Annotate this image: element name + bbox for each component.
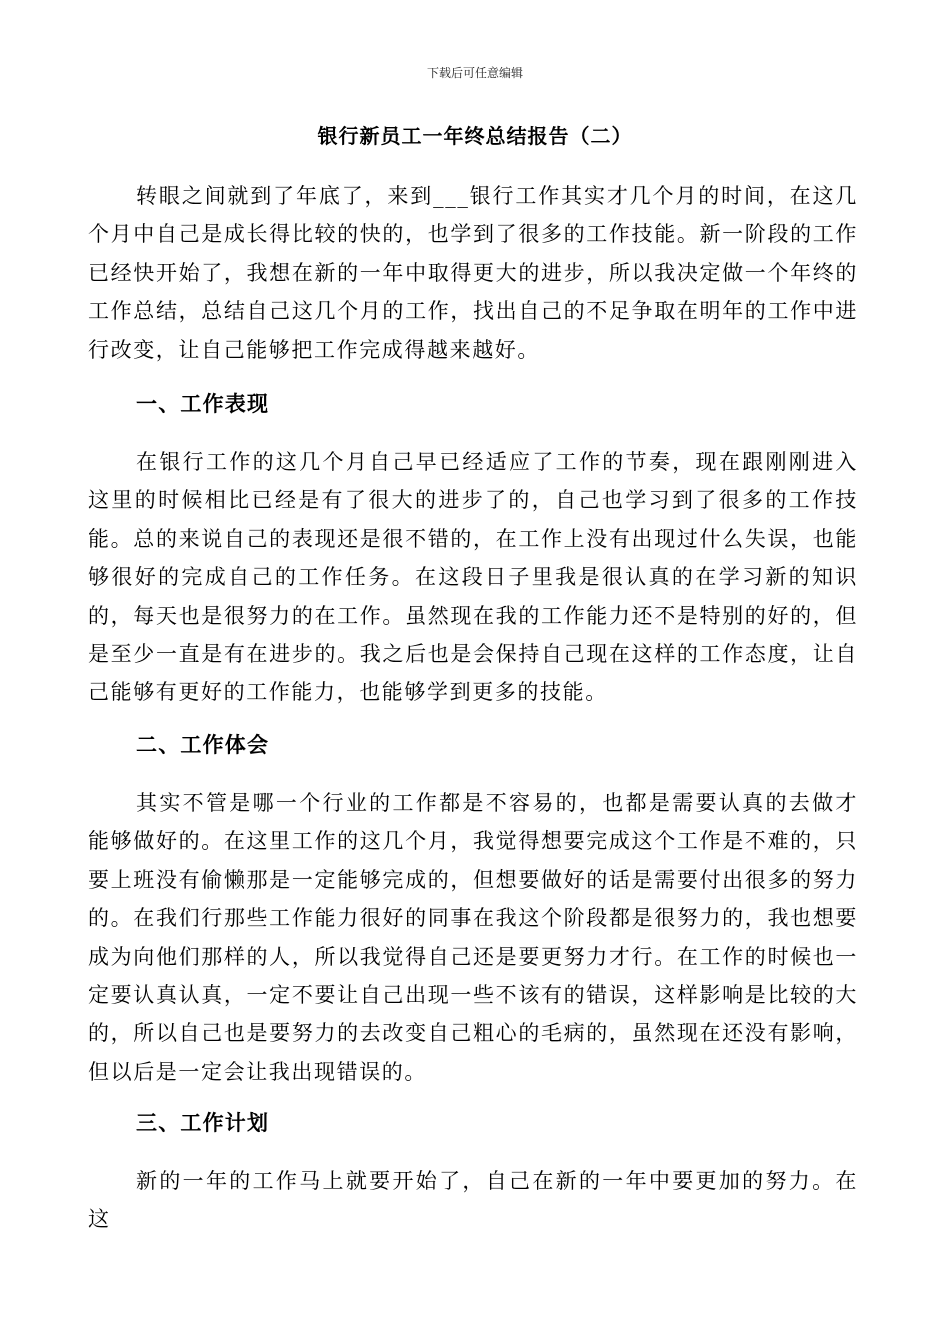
section-heading-plan: 三、工作计划 [136,1110,270,1135]
intro-paragraph: 转眼之间就到了年底了，来到___银行工作其实才几个月的时间，在这几个月中自己是成长得比较的快的，也学到了很多的工作技能。新一阶段的工作已经快开始了，我想在新的一年中取得更大的进步，所以我决定做一个年终的工作总结，总结自己这几个月的工作，找出自己的不足争取在明年的工作中进行改变，让自己能够把工作完成得越来越好。 [88,184,858,362]
section-body-plan: 新的一年的工作马上就要开始了，自己在新的一年中要更加的努力。在这 [88,1169,858,1232]
document-title: 银行新员工一年终总结报告（二） [317,124,633,148]
section-body-experience: 其实不管是哪一个行业的工作都是不容易的，也都是需要认真的去做才能够做好的。在这里工作的这几个月，我觉得想要完成这个工作是不难的，只要上班没有偷懒那是一定能够完成的，但想要做好的话是需要付出很多的努力的。在我们行那些工作能力很好的同事在我这个阶段都是很努力的，我也想要成为向他们那样的人，所以我觉得自己还是要更努力才行。在工作的时候也一定要认真认真，一定不要让自己出现一些不该有的错误，这样影响是比较的大的，所以自己也是要努力的去改变自己粗心的毛病的，虽然现在还没有影响，但以后是一定会让我出现错误的。 [88,791,858,1084]
header-note: 下载后可任意编辑 [426,66,523,80]
section-heading-performance: 一、工作表现 [136,391,270,416]
section-body-performance: 在银行工作的这几个月自己早已经适应了工作的节奏，现在跟刚刚进入这里的时候相比已经是有了很大的进步了的，自己也学习到了很多的工作技能。总的来说自己的表现还是很不错的，在工作上没有出现过什么失误，也能够很好的完成自己的工作任务。在这段日子里我是很认真的在学习新的知识的，每天也是很努力的在工作。虽然现在我的工作能力还不是特别的好的，但是至少一直是有在进步的。我之后也是会保持自己现在这样的工作态度，让自己能够有更好的工作能力，也能够学到更多的技能。 [88,450,858,705]
section-heading-experience: 二、工作体会 [136,732,270,757]
